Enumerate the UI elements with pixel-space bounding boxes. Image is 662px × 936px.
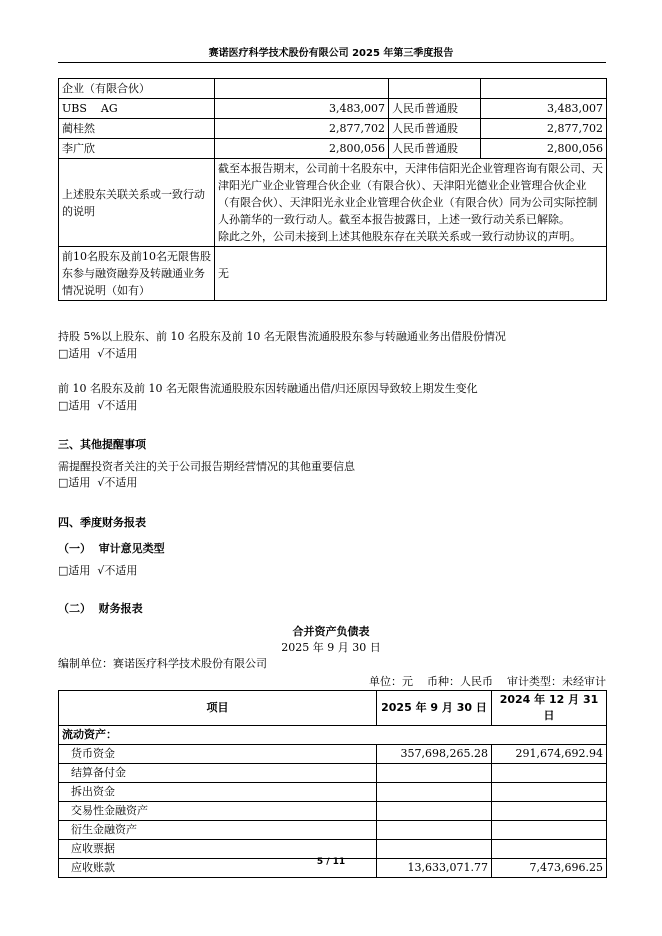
value-2024: 291,674,692.94: [492, 745, 607, 764]
other-text: 需提醒投资者关注的关于公司报告期经营情况的其他重要信息: [58, 460, 355, 473]
table-row: [59, 726, 607, 745]
shares-held: 2,877,702: [215, 119, 389, 139]
share-type: [389, 79, 481, 99]
margin-label: 前10名股东及前10名无限售股东参与融资融券及转融通业务情况说明（如有）: [59, 247, 215, 301]
value-2025: [377, 783, 492, 802]
compiler: 编制单位：赛诺医疗科学技术股份有限公司: [58, 657, 267, 670]
value-2025: [377, 802, 492, 821]
relation-text: [215, 159, 607, 247]
share-count: 2,877,702: [481, 119, 607, 139]
table-row: [59, 159, 607, 247]
value-2024: [492, 783, 607, 802]
share-type: 人民币普通股: [389, 119, 481, 139]
table-row: [59, 802, 607, 821]
value-2024: [492, 802, 607, 821]
change-title: 前 10 名股东及前 10 名无限售流通股股东因转融通出借/归还原因导致较上期发生变化: [58, 382, 478, 395]
share-count: [481, 79, 607, 99]
units: 单位：元 币种：人民币 审计类型：未经审计: [369, 675, 606, 688]
shareholder-name: 企业（有限合伙）: [59, 79, 215, 99]
table-row: [59, 840, 607, 859]
value-2025: [377, 840, 492, 859]
table-row: [59, 764, 607, 783]
shares-held: 3,483,007: [215, 99, 389, 119]
lending-title: 持股 5%以上股东、前 10 名股东及前 10 名无限售流通股股东参与转融通业务出借股份情况: [58, 330, 506, 343]
table-row: [59, 247, 607, 301]
value-2024: [492, 764, 607, 783]
audit-choice: □适用 √不适用: [58, 564, 138, 577]
header-divider: [58, 62, 606, 63]
section-label: 流动资产：: [59, 726, 607, 745]
item-label: 衍生金融资产: [59, 821, 377, 840]
shares-held: [215, 79, 389, 99]
audit-heading: （一） 审计意见类型: [58, 542, 165, 555]
fin-heading: 四、季度财务报表: [58, 516, 146, 529]
item-label: 交易性金融资产: [59, 802, 377, 821]
value-2024: [492, 840, 607, 859]
item-label: 应收账款: [59, 859, 377, 878]
margin-value: 无: [215, 247, 607, 301]
col-2024: 2024 年 12 月 31 日: [492, 691, 607, 726]
relation-paragraph: 除此之外，公司未接到上述其他股东存在关联关系或一致行动协议的声明。: [218, 230, 581, 243]
lending-choice: □适用 √不适用: [58, 347, 138, 360]
table-row: [59, 119, 607, 139]
balance-sheet-title: 合并资产负债表: [292, 625, 370, 638]
item-label: 应收票据: [59, 840, 377, 859]
col-2025: 2025 年 9 月 30 日: [377, 691, 492, 726]
item-label: 拆出资金: [59, 783, 377, 802]
shareholder-name: 蔺桂然: [59, 119, 215, 139]
shareholder-table: [58, 78, 607, 301]
table-header-row: [59, 691, 607, 726]
table-row: [59, 139, 607, 159]
shareholder-name: UBS AG: [59, 99, 215, 119]
value-2025: [377, 821, 492, 840]
relation-paragraph: 截至本报告期末，公司前十名股东中，天津伟信阳光企业管理咨询有限公司、天津阳光广业企业管理合伙企业（有限合伙）、天津阳光德业企业管理合伙企业（有限合伙）、天津阳光永业企业管理合伙企业（有限合伙）同为公司实际控制人孙箭华的一致行动人。截至本报告披露日，上述一致行动关系已解除。: [218, 162, 603, 226]
value-2025: 13,633,071.77: [377, 859, 492, 878]
table-row: [59, 745, 607, 764]
value-2025: 357,698,265.28: [377, 745, 492, 764]
table-row: [59, 99, 607, 119]
change-choice: □适用 √不适用: [58, 399, 138, 412]
page-header: 赛诺医疗科学技术股份有限公司 2025 年第三季度报告: [208, 48, 454, 59]
shares-held: 2,800,056: [215, 139, 389, 159]
table-row: [59, 783, 607, 802]
other-choice: □适用 √不适用: [58, 476, 138, 489]
share-count: 3,483,007: [481, 99, 607, 119]
value-2024: [492, 821, 607, 840]
balance-sheet-date: 2025 年 9 月 30 日: [281, 641, 381, 654]
balance-sheet-table: [58, 690, 607, 878]
share-type: 人民币普通股: [389, 99, 481, 119]
table-row: [59, 79, 607, 99]
share-type: 人民币普通股: [389, 139, 481, 159]
table-row: [59, 821, 607, 840]
page-number: 5 / 11: [316, 857, 346, 867]
col-item: 项目: [59, 691, 377, 726]
relation-label: 上述股东关联关系或一致行动的说明: [59, 159, 215, 247]
statements-heading: （二） 财务报表: [58, 602, 143, 615]
value-2025: [377, 764, 492, 783]
item-label: 货币资金: [59, 745, 377, 764]
other-heading: 三、其他提醒事项: [58, 438, 146, 451]
share-count: 2,800,056: [481, 139, 607, 159]
shareholder-name: 李广欣: [59, 139, 215, 159]
value-2024: 7,473,696.25: [492, 859, 607, 878]
item-label: 结算备付金: [59, 764, 377, 783]
